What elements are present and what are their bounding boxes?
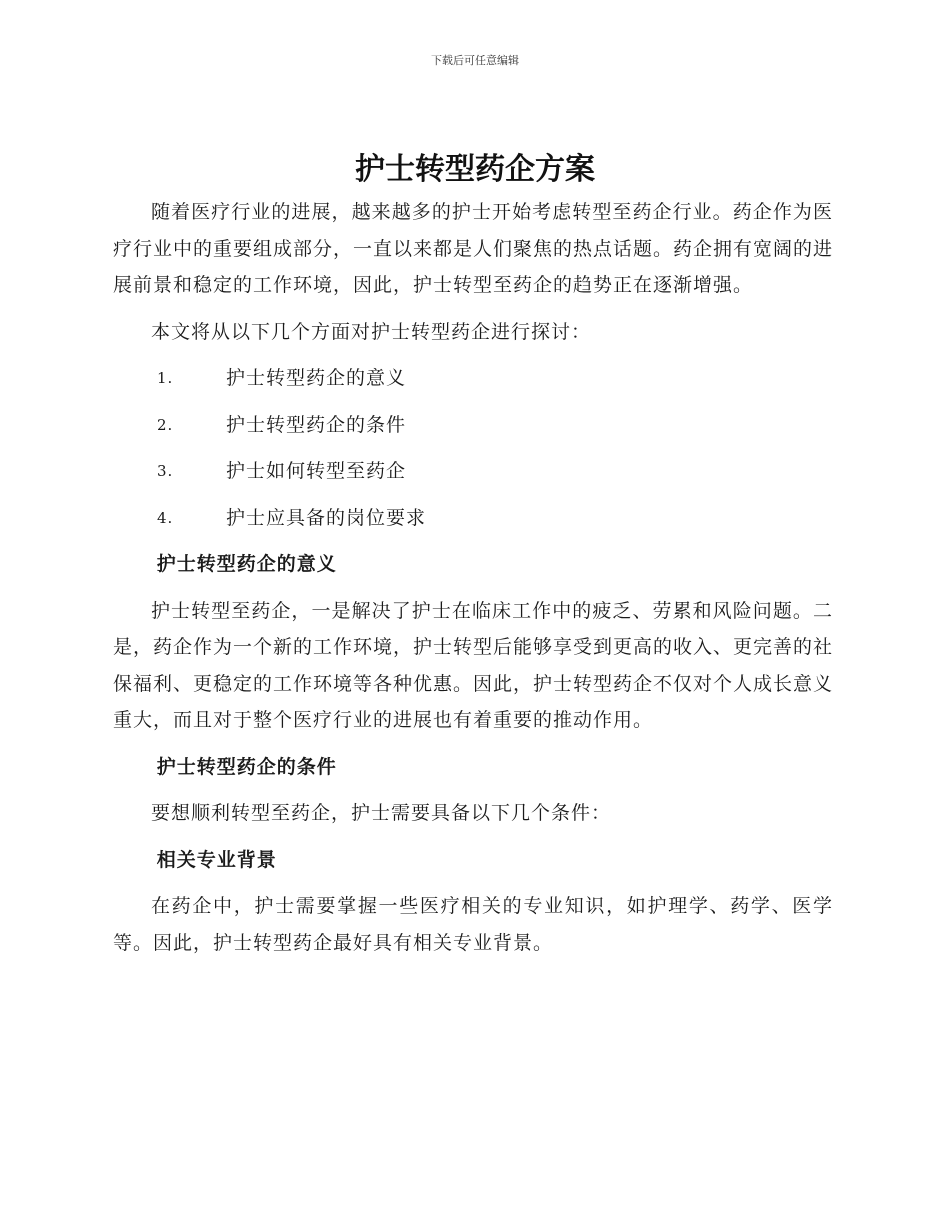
section-significance-paragraph: 护士转型至药企，一是解决了护士在临床工作中的疲乏、劳累和风险问题。二是，药企作为一个新的工作环境，护士转型后能够享受到更高的收入、更完善的社保福利、更稳定的工作环境等各种优惠。因此，护士转型药企不仅对个人成长意义重大，而且对于整个医疗行业的进展也有着重要的推动作用。	[113, 599, 834, 731]
outline-item-text: 护士转型药企的意义	[226, 367, 407, 389]
outline-list-item	[113, 453, 833, 490]
outline-item-number: 3.	[157, 462, 174, 480]
page-header: 下载后可任意编辑	[431, 54, 519, 67]
outline-item-text: 护士转型药企的条件	[226, 413, 407, 436]
outline-list-item	[113, 360, 833, 397]
outline-list-item	[113, 500, 833, 537]
outline-intro-paragraph: 本文将从以下几个方面对护士转型药企进行探讨：	[151, 320, 592, 343]
subsection-heading-background: 相关专业背景	[156, 848, 277, 871]
section-heading-conditions: 护士转型药企的条件	[156, 755, 337, 778]
intro-paragraph: 随着医疗行业的进展，越来越多的护士开始考虑转型至药企行业。药企作为医疗行业中的重要组成部分，一直以来都是人们聚焦的热点话题。药企拥有宽阔的进展前景和稳定的工作环境，因此，护士转型至药企的趋势正在逐渐增强。	[113, 201, 834, 296]
section-conditions-paragraph: 要想顺利转型至药企，护士需要具备以下几个条件：	[151, 802, 612, 824]
outline-item-number: 4.	[157, 508, 174, 527]
outline-item-number: 1.	[157, 369, 174, 387]
subsection-background-paragraph: 在药企中，护士需要掌握一些医疗相关的专业知识，如护理学、药学、医学等。因此，护士转型药企最好具有相关专业背景。	[113, 895, 833, 954]
outline-list-item	[113, 407, 833, 444]
document-body	[113, 194, 833, 971]
outline-item-text: 护士如何转型至药企	[226, 460, 407, 482]
outline-item-number: 2.	[157, 415, 174, 434]
section-heading-significance: 护士转型药企的意义	[156, 553, 337, 575]
document-title: 护士转型药企方案	[355, 152, 595, 187]
outline-list	[113, 360, 833, 536]
outline-item-text: 护士应具备的岗位要求	[226, 506, 427, 529]
